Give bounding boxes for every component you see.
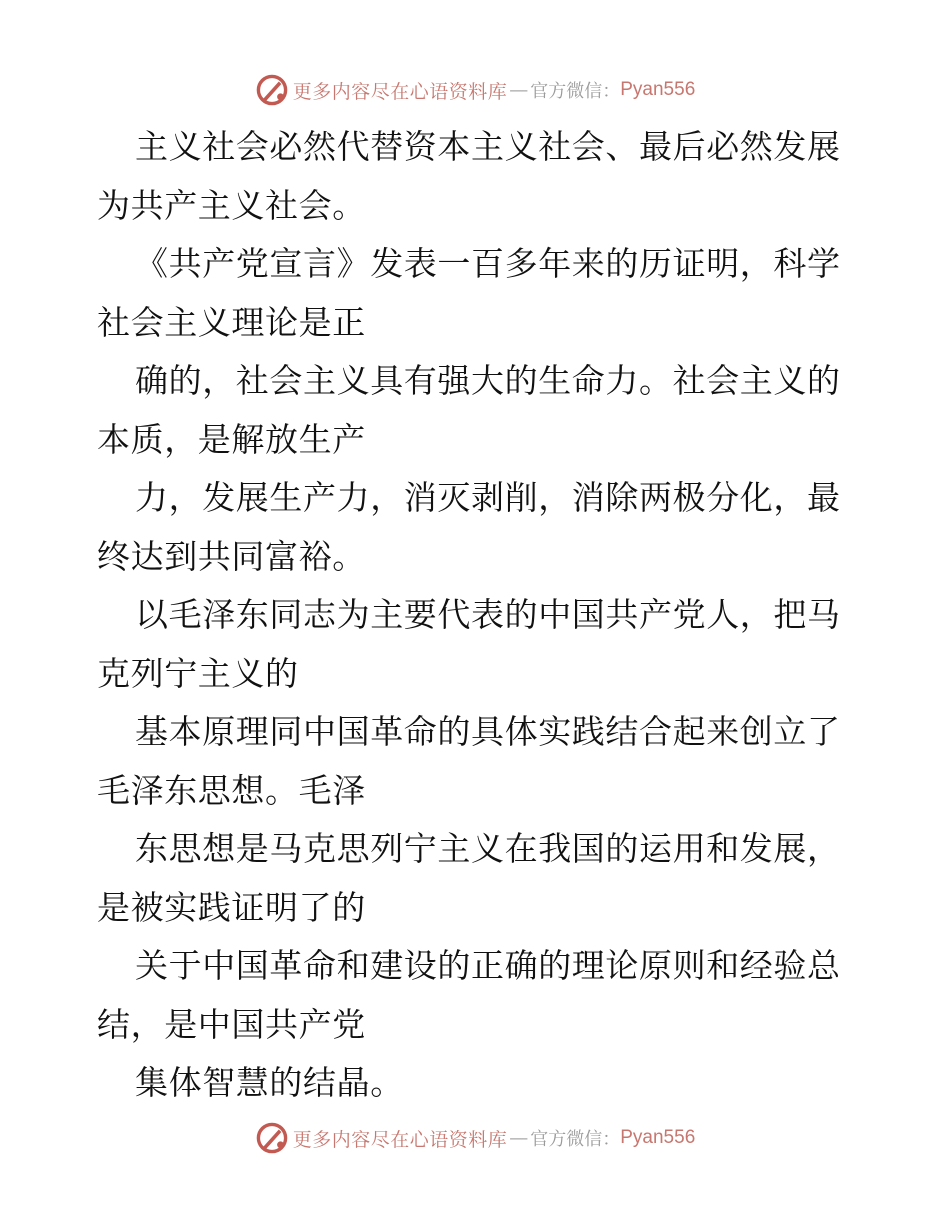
text-line: 为共产主义社会。	[97, 185, 366, 225]
header-wechat-id: Pyan556	[620, 79, 696, 100]
text-line: 《共产党宣言》发表一百多年来的历证明，科学	[135, 244, 841, 283]
text-line: 主义社会必然代替资本主义社会、最后必然发展	[135, 127, 841, 166]
footer-wechat-id: Pyan556	[620, 1127, 696, 1148]
text-line: 是被实践证明了的	[97, 887, 366, 927]
text-line: 力，发展生产力，消灭剥削，消除两极分化，最	[135, 478, 841, 517]
text-line: 终达到共同富裕。	[97, 536, 366, 576]
text-line: 结，是中国共产党	[97, 1004, 366, 1044]
text-line: 集体智慧的结晶。	[135, 1063, 404, 1102]
text-line: 毛泽东思想。毛泽	[97, 770, 366, 810]
footer-banner	[0, 1118, 950, 1158]
text-line: 确的，社会主义具有强大的生命力。社会主义的	[135, 361, 841, 400]
logo-icon	[255, 73, 289, 107]
footer-wechat-label: 官方微信：	[530, 1129, 621, 1150]
document-body	[97, 118, 857, 1113]
text-line: 本质，是解放生产	[97, 419, 366, 459]
logo-icon	[255, 1121, 289, 1155]
header-separator: —	[509, 79, 529, 101]
text-line: 东思想是马克思列宁主义在我国的运用和发展，	[135, 829, 841, 868]
text-line: 以毛泽东同志为主要代表的中国共产党人，把马	[135, 595, 841, 634]
text-line: 关于中国革命和建设的正确的理论原则和经验总	[135, 946, 841, 985]
text-line: 社会主义理论是正	[97, 302, 366, 342]
footer-separator: —	[509, 1127, 529, 1149]
text-line: 克列宁主义的	[97, 653, 299, 693]
footer-brand-text: 更多内容尽在心语资料库	[292, 1128, 508, 1151]
header-banner	[0, 70, 950, 110]
header-wechat-label: 官方微信：	[530, 81, 621, 102]
text-line: 基本原理同中国革命的具体实践结合起来创立了	[135, 712, 841, 751]
header-brand-text: 更多内容尽在心语资料库	[292, 80, 508, 103]
